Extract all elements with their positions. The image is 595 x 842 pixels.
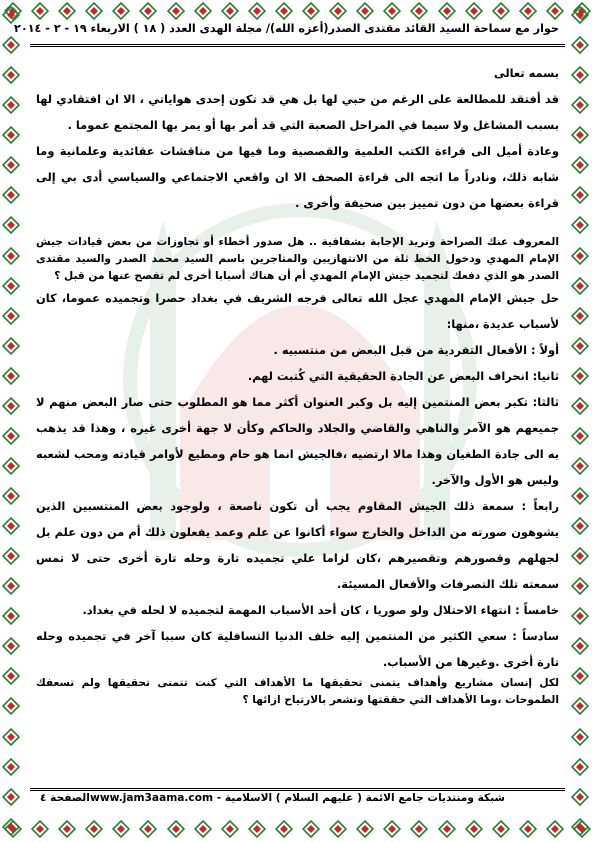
- border-ornament-icon: [2, 728, 20, 746]
- border-ornament-icon: [248, 820, 266, 838]
- border-ornament-icon: [519, 2, 537, 20]
- interview-question: لكل إنسان مشاريع وأهداف يتمنى تحقيقها ما الأهداف التي كنت تتمنى تحقيقها ولم تسعفك الطموحات ،وما الأهداف التي حققتها وتشعر بالارتياح ازائها ؟: [36, 677, 559, 706]
- border-ornament-icon: [2, 758, 20, 776]
- border-ornament-icon: [571, 487, 589, 505]
- border-ornament-icon: [571, 397, 589, 415]
- border-ornament-icon: [275, 2, 293, 20]
- footer-divider: [30, 788, 565, 791]
- border-ornament-icon: [275, 820, 293, 838]
- border-ornament-icon: [302, 2, 320, 20]
- border-ornament-icon: [571, 457, 589, 475]
- border-ornament-icon: [2, 577, 20, 595]
- border-ornament-icon: [58, 820, 76, 838]
- border-ornament-icon: [248, 2, 266, 20]
- border-ornament-icon: [571, 818, 589, 836]
- border-ornament-icon: [329, 820, 347, 838]
- border-ornament-icon: [221, 2, 239, 20]
- border-ornament-icon: [2, 247, 20, 265]
- border-ornament-icon: [85, 820, 103, 838]
- border-ornament-icon: [167, 820, 185, 838]
- list-item: ثانيا: انحراف البعض عن الجادة الحقيقية التي كُتبت لهم.: [247, 369, 559, 383]
- border-ornament-icon: [85, 2, 103, 20]
- border-ornament-icon: [571, 758, 589, 776]
- opening-line: بسمه تعالى: [493, 66, 559, 80]
- border-ornament-icon: [2, 337, 20, 355]
- border-ornament-icon: [571, 96, 589, 114]
- border-ornament-icon: [2, 96, 20, 114]
- border-ornament-icon: [2, 697, 20, 715]
- border-ornament-icon: [2, 427, 20, 445]
- border-ornament-icon: [571, 728, 589, 746]
- border-ornament-icon: [31, 820, 49, 838]
- list-item: رابعاً : سمعة ذلك الجيش المقاوم يجب أن تكون ناصعة ، ولوجود بعض المنتسبين الذين يشوهون صورته من الداخل والخارج سواء أكانوا عن علم وعمد يفعلون ذلك أم من دون علم بل لجهلهم وقصورهم وتقصيرهم ،كان لزاما علي تجميده تارة وحله تارة أخرى حتى لا تمس سمعته تلك التصرفات والأفعال المسيئة.: [36, 499, 559, 591]
- border-ornament-icon: [302, 820, 320, 838]
- border-ornament-icon: [571, 126, 589, 144]
- border-ornament-icon: [2, 367, 20, 385]
- top-border: [0, 2, 595, 22]
- border-ornament-icon: [2, 156, 20, 174]
- border-ornament-icon: [519, 820, 537, 838]
- interview-question: المعروف عنك الصراحة ونريد الإجابة بشفافية .. هل صدور أخطاء أو تجاوزات من بعض قيادات جيش الإمام المهدي ودخول الخط ثلة من الانتهازيين والمتاجرين باسم السيد محمد الصدر والسيد مقتدى الصدر هو الذي دفعك لتجميد جيش الإمام المهدي أم أن هناك أسبابا أخرى لم تفصح عنها من قبل ؟: [36, 236, 559, 282]
- border-ornament-icon: [571, 6, 589, 24]
- border-ornament-icon: [571, 788, 589, 806]
- border-ornament-icon: [571, 337, 589, 355]
- border-ornament-icon: [571, 637, 589, 655]
- border-ornament-icon: [571, 216, 589, 234]
- paragraph: قد أفتقد للمطالعة على الرغم من حبي لها بل هي قد تكون إحدى هواياتي ، الا ان افتقادي لها بسبب المشاغل ولا سيما في المراحل الصعبة التي قد أمر بها أو يمر بها المجتمع عموما .: [36, 92, 559, 132]
- border-ornament-icon: [492, 2, 510, 20]
- border-ornament-icon: [465, 2, 483, 20]
- border-ornament-icon: [2, 66, 20, 84]
- border-ornament-icon: [167, 2, 185, 20]
- border-ornament-icon: [571, 697, 589, 715]
- border-ornament-icon: [2, 818, 20, 836]
- border-ornament-icon: [2, 637, 20, 655]
- bottom-border: [0, 820, 595, 840]
- border-ornament-icon: [2, 36, 20, 54]
- border-ornament-icon: [31, 2, 49, 20]
- right-border: [571, 0, 593, 842]
- border-ornament-icon: [465, 820, 483, 838]
- border-ornament-icon: [139, 2, 157, 20]
- border-ornament-icon: [438, 820, 456, 838]
- border-ornament-icon: [571, 577, 589, 595]
- border-ornament-icon: [571, 367, 589, 385]
- border-ornament-icon: [2, 186, 20, 204]
- border-ornament-icon: [571, 307, 589, 325]
- border-ornament-icon: [492, 820, 510, 838]
- page-footer: [36, 792, 559, 810]
- page-header: حوار مع سماحة السيد القائد مقتدى الصدر(أعزه الله)/ مجلة الهدى العدد ( ١٨ ) الاربعاء ١٩ - ٢ - ٢٠١٤: [14, 22, 559, 35]
- border-ornament-icon: [571, 277, 589, 295]
- border-ornament-icon: [410, 820, 428, 838]
- paragraph: حل جيش الإمام المهدي عجل الله تعالى فرجه الشريف في بغداد حصرا وتجميده عموما، كان لأسباب عديدة ،منها:: [36, 291, 559, 331]
- list-item: أولاً : الأفعال التفردية من قبل البعض من منتسبيه .: [273, 343, 559, 357]
- border-ornament-icon: [2, 307, 20, 325]
- border-ornament-icon: [571, 247, 589, 265]
- paragraph: وعادة أميل الى قراءة الكتب العلمية والقصصية وما فيها من مناقشات عقائدية وعلمانية وما شابه ذلك، ونادراً ما اتجه الى قراءة الصحف الا ان واقعي الاجتماعي والسياسي أدى بي إلى قراءة بعضها من دون تمييز بين صحيفة وأخرى .: [36, 144, 559, 210]
- border-ornament-icon: [2, 216, 20, 234]
- border-ornament-icon: [571, 547, 589, 565]
- footer-site-text: شبكة ومنتديات جامع الائمة ( عليهم السلام ) الاسلامية - www.jam3aama.com: [90, 792, 505, 804]
- border-ornament-icon: [383, 2, 401, 20]
- border-ornament-icon: [2, 397, 20, 415]
- header-divider: [30, 44, 565, 47]
- border-ornament-icon: [571, 186, 589, 204]
- border-ornament-icon: [2, 547, 20, 565]
- border-ornament-icon: [2, 517, 20, 535]
- border-ornament-icon: [571, 66, 589, 84]
- border-ornament-icon: [410, 2, 428, 20]
- border-ornament-icon: [383, 820, 401, 838]
- page-number: الصفحة ٤: [40, 792, 90, 804]
- border-ornament-icon: [194, 2, 212, 20]
- border-ornament-icon: [571, 156, 589, 174]
- border-ornament-icon: [58, 2, 76, 20]
- border-ornament-icon: [2, 126, 20, 144]
- list-item: خامساً : انتهاء الاحتلال ولو صوريا ، كان أحد الأسباب المهمة لتجميده لا لحله في بغداد.: [82, 603, 559, 617]
- border-ornament-icon: [571, 427, 589, 445]
- left-border: [2, 0, 24, 842]
- border-ornament-icon: [356, 2, 374, 20]
- border-ornament-icon: [329, 2, 347, 20]
- border-ornament-icon: [571, 607, 589, 625]
- border-ornament-icon: [571, 36, 589, 54]
- border-ornament-icon: [438, 2, 456, 20]
- border-ornament-icon: [571, 667, 589, 685]
- list-item: ثالثا: تكبر بعض المنتمين إليه بل وكبر العنوان أكثر مما هو المطلوب حتى صار البعض منهم لا جميعهم هو الآمر والناهي والقاضي والجلاد والحاكم وكأن لا جهة أخرى غيره ، وهذا قد يذهب به الى جادة الطغيان وهذا مالا ارتضيه ،فالجيش انما هو حام ومطيع لأوامر قيادته ومحب لشعبه وليس هو الأول والآخر.: [36, 395, 559, 487]
- border-ornament-icon: [2, 487, 20, 505]
- border-ornament-icon: [112, 2, 130, 20]
- border-ornament-icon: [2, 788, 20, 806]
- border-ornament-icon: [2, 457, 20, 475]
- list-item: سادساً : سعي الكثير من المنتمين إليه خلف الدنيا التسافلية كان سببا آخر في تجميده وحله تارة أخرى .وغيرها من الأسباب.: [36, 629, 559, 669]
- border-ornament-icon: [112, 820, 130, 838]
- border-ornament-icon: [139, 820, 157, 838]
- document-body: [36, 60, 559, 709]
- border-ornament-icon: [571, 517, 589, 535]
- border-ornament-icon: [2, 667, 20, 685]
- border-ornament-icon: [194, 820, 212, 838]
- border-ornament-icon: [2, 607, 20, 625]
- border-ornament-icon: [546, 2, 564, 20]
- border-ornament-icon: [2, 277, 20, 295]
- border-ornament-icon: [221, 820, 239, 838]
- border-ornament-icon: [356, 820, 374, 838]
- border-ornament-icon: [546, 820, 564, 838]
